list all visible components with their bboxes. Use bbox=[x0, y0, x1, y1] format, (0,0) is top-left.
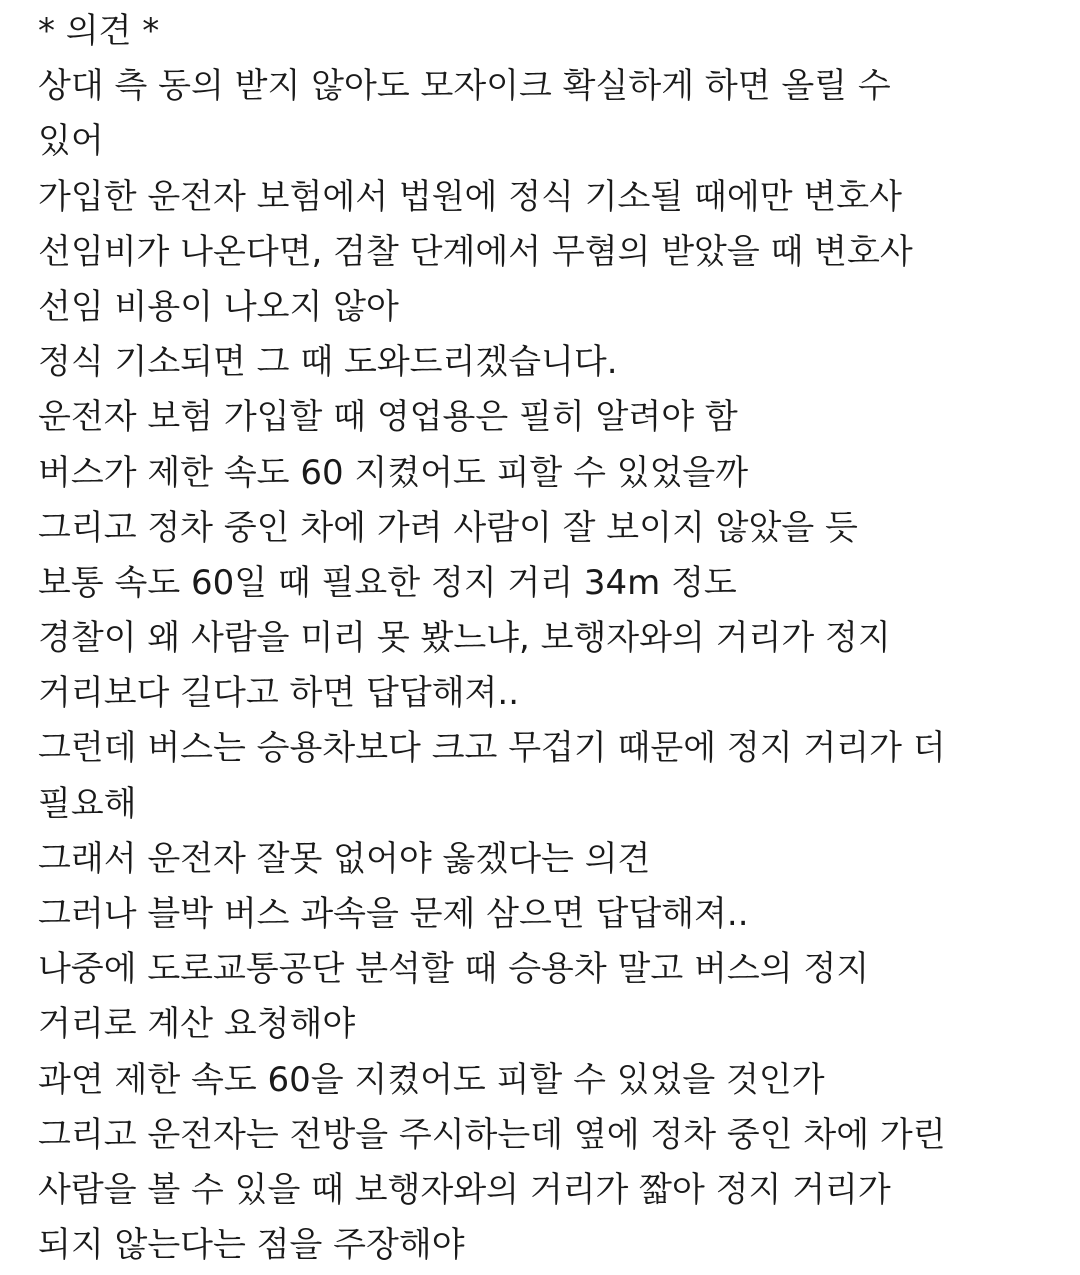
note-line: 가입한 운전자 보험에서 법원에 정식 기소될 때에만 변호사 bbox=[38, 176, 902, 217]
note-line: 그러나 블박 버스 과속을 문제 삼으면 답답해져.. bbox=[38, 894, 749, 934]
note-line: 나중에 도로교통공단 분석할 때 승용차 말고 버스의 정지 bbox=[38, 949, 870, 990]
note-line: 사람을 볼 수 있을 때 보행자와의 거리가 짧아 정지 거리가 bbox=[38, 1169, 891, 1210]
note-line: 운전자 보험 가입할 때 영업용은 필히 알려야 함 bbox=[38, 397, 738, 438]
note-line: 그리고 정차 중인 차에 가려 사람이 잘 보이지 않았을 듯 bbox=[38, 507, 858, 548]
note-line: 거리보다 길다고 하면 답답해져.. bbox=[38, 673, 520, 714]
note-line: 되지 않는다는 점을 주장해야 bbox=[38, 1225, 465, 1266]
note-line: 거리로 계산 요청해야 bbox=[38, 1004, 356, 1045]
note-line: 상대 측 동의 받지 않아도 모자이크 확실하게 하면 올릴 수 bbox=[38, 66, 891, 107]
note-line: 보통 속도 60일 때 필요한 정지 거리 34m 정도 bbox=[38, 562, 737, 603]
note-line: 선임 비용이 나오지 않아 bbox=[38, 286, 399, 327]
opinion-note bbox=[38, 4, 1068, 1273]
note-line: 과연 제한 속도 60을 지켰어도 피할 수 있었을 것인가 bbox=[38, 1059, 825, 1100]
note-heading: * 의견 * bbox=[38, 11, 160, 51]
note-line: 있어 bbox=[38, 121, 104, 162]
note-line: 경찰이 왜 사람을 미리 못 봤느냐, 보행자와의 거리가 정지 bbox=[38, 618, 891, 659]
note-line: 그리고 운전자는 전방을 주시하는데 옆에 정차 중인 차에 가린 bbox=[38, 1114, 946, 1155]
note-line: 필요해 bbox=[38, 783, 137, 824]
note-line: 선임비가 나온다면, 검찰 단계에서 무혐의 받았을 때 변호사 bbox=[38, 231, 913, 272]
note-line: 그래서 운전자 잘못 없어야 옳겠다는 의견 bbox=[38, 838, 651, 879]
note-line: 버스가 제한 속도 60 지켰어도 피할 수 있었을까 bbox=[38, 452, 749, 493]
note-line: 그런데 버스는 승용차보다 크고 무겁기 때문에 정지 거리가 더 bbox=[38, 728, 946, 769]
note-line: 정식 기소되면 그 때 도와드리겠습니다. bbox=[38, 342, 618, 383]
